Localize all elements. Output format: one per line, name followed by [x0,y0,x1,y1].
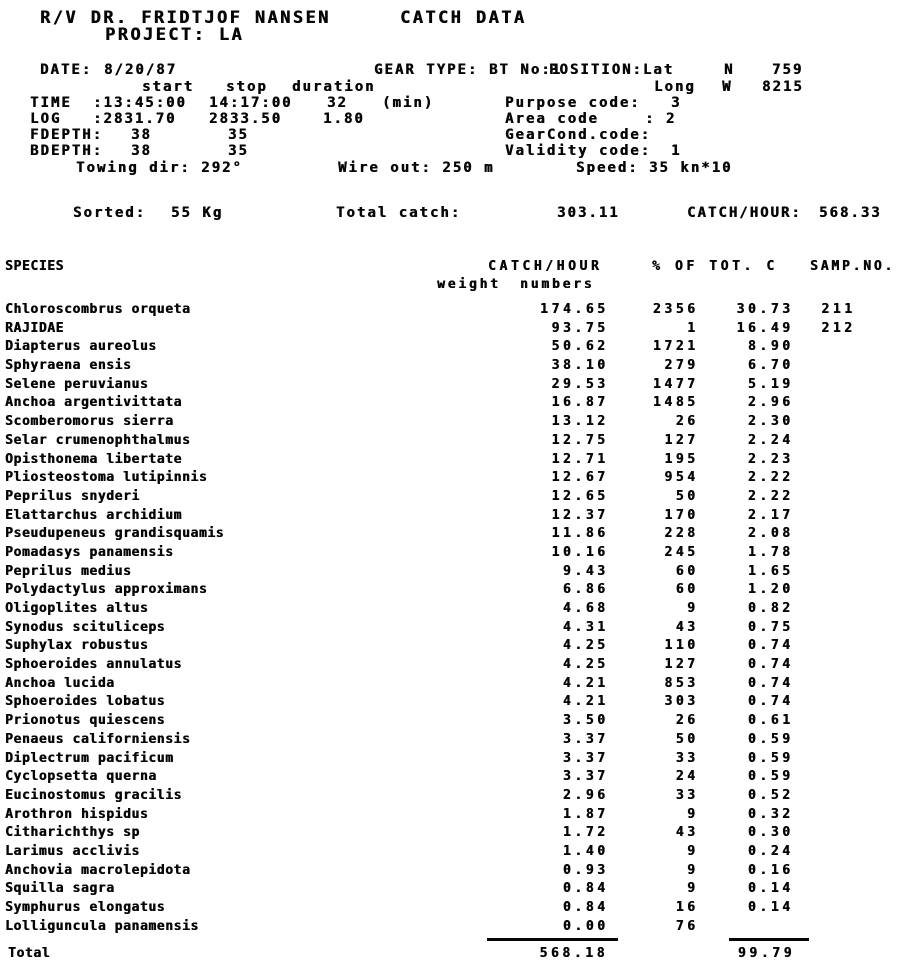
total-weight: 568.18 [539,946,608,961]
table-row [0,582,900,601]
cell-species: Prionotus quiescens [5,713,166,729]
cell-samp [790,452,856,471]
bdepth-start: 38 [131,143,152,159]
table-row [0,732,900,751]
lat-value: 759 [772,62,804,78]
cell-species: Eucinostomus gracilis [5,787,182,803]
gearcond-label: GearCond.code: [505,127,652,143]
cell-pct: 16.49 [736,320,794,336]
cell-samp [790,582,856,601]
table-row [0,302,900,321]
cell-species: Sphyraena ensis [5,358,132,374]
cell-weight: 0.93 [562,862,609,878]
table-row [0,508,900,527]
cell-weight: 4.21 [562,675,609,691]
cell-numbers: 245 [664,544,699,560]
cell-species: Diapterus aureolus [5,339,157,355]
bdepth-stop: 35 [228,143,249,159]
cell-weight: 12.65 [551,488,609,504]
cell-samp [790,732,856,751]
table-row [0,564,900,583]
cell-pct: 0.74 [747,694,794,710]
fdepth-label: FDEPTH: [30,127,104,143]
cell-species: Suphylax robustus [5,638,149,654]
cell-species: RAJIDAE [5,320,64,336]
cell-species: Selene peruvianus [5,376,149,392]
report-title: CATCH DATA [400,8,527,28]
cell-weight: 10.16 [551,544,609,560]
time-start: :13:45:00 [93,95,187,111]
cell-species: Selar crumenophthalmus [5,432,191,448]
table-row [0,414,900,433]
cell-species: Synodus scituliceps [5,619,166,635]
cell-pct: 1.20 [747,582,794,598]
cell-weight: 13.12 [551,414,609,430]
cell-weight: 93.75 [551,320,609,336]
table-row [0,321,900,340]
cell-pct: 8.90 [747,339,794,355]
cell-pct: 2.96 [747,395,794,411]
fdepth-stop: 35 [228,127,249,143]
cell-pct: 2.22 [747,470,794,486]
cell-pct: 0.74 [747,675,794,691]
col-stop: stop [226,79,268,95]
cell-species: Polydactylus approximans [5,582,208,598]
cell-weight: 12.37 [551,507,609,523]
cell-pct: 0.32 [747,806,794,822]
cell-weight: 12.75 [551,432,609,448]
table-row [0,339,900,358]
area-label: Area code [505,111,599,127]
cell-species: Opisthonema libertate [5,451,182,467]
cell-samp: 212 [821,320,856,336]
cell-species: Lolliguncula panamensis [5,918,199,934]
cell-numbers: 2356 [652,302,699,317]
total-rule-pct [729,938,809,941]
catch-hour-label: CATCH/HOUR: [687,205,802,221]
cell-weight: 4.31 [562,619,609,635]
table-row [0,788,900,807]
table-row [0,470,900,489]
cell-species: Oligoplites altus [5,601,149,616]
cell-species: Scomberomorus sierra [5,414,174,430]
cell-samp [790,657,856,676]
gear-label: GEAR TYPE: [374,62,479,78]
long-hemisphere: W [722,79,733,95]
cell-pct: 1.65 [747,563,794,579]
table-row [0,601,900,620]
cell-pct: 0.52 [747,787,794,803]
cell-pct: 2.23 [747,451,794,467]
cell-species: Pseudupeneus grandisquamis [5,526,225,542]
cell-weight: 1.87 [562,806,609,822]
long-value: 8215 [762,79,804,95]
cell-samp [790,788,856,807]
cell-samp [790,713,856,732]
cell-species: Arothron hispidus [5,806,149,822]
cell-pct: 2.08 [747,526,794,542]
cell-pct: 0.82 [747,601,794,616]
cell-pct: 1.78 [747,544,794,560]
lat-hemisphere: N [724,62,735,78]
cell-weight: 1.40 [562,843,609,859]
cell-weight: 12.71 [551,451,609,467]
cell-weight: 0.84 [562,900,609,915]
cell-numbers: 43 [675,619,699,635]
cell-weight: 0.00 [562,918,609,934]
cell-weight: 38.10 [551,358,609,374]
cell-pct: 30.73 [736,302,794,317]
total-label: Total [8,946,51,961]
cell-samp [790,564,856,583]
cell-species: Squilla sagra [5,881,115,897]
cell-numbers: 33 [675,787,699,803]
cell-species: Anchoa lucida [5,675,115,691]
cell-samp [790,825,856,844]
cell-samp [790,508,856,527]
cell-numbers: 9 [687,601,699,616]
cell-species: Chloroscombrus orqueta [5,302,191,317]
cell-numbers: 50 [675,731,699,747]
cell-samp [790,751,856,770]
cell-samp [790,638,856,657]
cell-weight: 9.43 [562,563,609,579]
cell-species: Pliosteostoma lutipinnis [5,470,208,486]
sorted-label: Sorted: [73,205,147,221]
time-duration: 32 [327,95,348,111]
cell-pct: 5.19 [747,376,794,392]
cell-weight: 1.72 [562,825,609,841]
cell-numbers: 24 [675,769,699,785]
table-row [0,358,900,377]
cell-numbers: 1721 [652,339,699,355]
cell-samp [790,358,856,377]
log-label: LOG [30,111,62,127]
cell-weight: 29.53 [551,376,609,392]
cell-numbers: 9 [687,881,699,897]
validity-label: Validity code: [505,143,652,159]
position-label: POSITION:Lat [549,62,675,78]
cell-numbers: 127 [664,432,699,448]
cell-numbers: 127 [664,657,699,673]
table-row [0,769,900,788]
cell-samp [790,489,856,508]
cell-samp [790,900,856,919]
total-pct: 99.79 [737,946,795,961]
date-label: DATE: [40,62,93,78]
cell-samp [790,844,856,863]
table-row [0,526,900,545]
wire-out: Wire out: 250 m [338,160,495,176]
log-start: :2831.70 [93,111,177,127]
table-row [0,694,900,713]
cell-pct: 2.17 [747,507,794,523]
cell-species: Elattarchus archidium [5,507,182,523]
cell-numbers: 279 [664,358,699,374]
cell-pct: 0.59 [747,769,794,785]
cell-weight: 4.21 [562,694,609,710]
validity-value: 1 [671,143,682,159]
cell-numbers: 1477 [652,376,699,392]
cell-numbers: 60 [675,563,699,579]
catch-hour-col-header: CATCH/HOUR [488,259,603,274]
total-catch-value: 303.11 [557,205,620,221]
cell-pct: 0.59 [747,731,794,747]
cell-species: Penaeus californiensis [5,731,191,747]
area-value: : 2 [645,111,677,127]
numbers-subheader: numbers [520,277,595,292]
table-row [0,395,900,414]
cell-pct: 2.24 [747,432,794,448]
cell-pct [695,919,794,938]
cell-numbers: 1 [687,320,699,336]
cell-weight: 3.37 [562,769,609,785]
table-row [0,919,900,938]
cell-pct: 0.14 [747,881,794,897]
cell-pct: 0.24 [747,843,794,859]
long-label: Long [654,79,696,95]
table-row [0,657,900,676]
cell-samp [790,545,856,564]
cell-pct: 2.22 [747,488,794,504]
cell-pct: 0.75 [747,619,794,635]
cell-species: Diplectrum pacificum [5,750,174,766]
cell-numbers: 26 [675,713,699,729]
cell-samp [790,470,856,489]
col-duration: duration [292,79,376,95]
table-row [0,807,900,826]
cell-numbers: 228 [664,526,699,542]
log-stop: 2833.50 [209,111,283,127]
cell-samp [790,601,856,620]
cell-numbers: 954 [664,470,699,486]
cell-weight: 3.37 [562,750,609,766]
cell-samp [790,676,856,695]
weight-subheader: weight [437,277,501,292]
cell-weight: 0.84 [562,881,609,897]
col-start: start [142,79,195,95]
cell-samp: 211 [821,302,856,317]
pct-col-header: % OF TOT. C [652,259,778,274]
cell-samp [790,769,856,788]
speed: Speed: 35 kn*10 [576,160,733,176]
cell-numbers: 9 [687,843,699,859]
table-row [0,638,900,657]
gear-value: BT No:1 [489,62,563,78]
cell-species: Sphoeroides lobatus [5,694,166,710]
species-header: SPECIES [5,259,64,274]
table-row [0,825,900,844]
samp-col-header: SAMP.NO. [810,259,896,274]
cell-weight: 4.25 [562,657,609,673]
table-row [0,433,900,452]
cell-pct: 0.16 [747,862,794,878]
cell-pct: 0.74 [747,657,794,673]
cell-pct: 6.70 [747,358,794,374]
cell-weight: 4.25 [562,638,609,654]
vessel-name: R/V DR. FRIDTJOF NANSEN [40,8,331,28]
table-row [0,713,900,732]
towing-dir: Towing dir: 292° [76,160,243,176]
cell-pct: 2.30 [747,414,794,430]
cell-numbers: 26 [675,414,699,430]
cell-numbers: 76 [675,918,699,934]
cell-species: Peprilus medius [5,563,132,579]
cell-pct: 0.74 [747,638,794,654]
cell-numbers: 16 [675,900,699,915]
cell-species: Anchovia macrolepidota [5,862,191,878]
cell-numbers: 1485 [652,395,699,411]
cell-samp [790,807,856,826]
bdepth-label: BDEPTH: [30,143,104,159]
catch-hour-value: 568.33 [819,205,882,221]
table-row [0,545,900,564]
time-stop: 14:17:00 [209,95,293,111]
cell-numbers: 50 [675,488,699,504]
table-row [0,863,900,882]
cell-samp [790,339,856,358]
cell-species: Anchoa argentivittata [5,395,182,411]
cell-numbers: 9 [687,862,699,878]
cell-samp [790,919,856,938]
total-rule-weight [487,938,618,941]
fdepth-start: 38 [131,127,152,143]
table-row [0,751,900,770]
cell-numbers: 33 [675,750,699,766]
cell-numbers: 43 [675,825,699,841]
cell-samp [790,881,856,900]
cell-weight: 4.68 [562,601,609,616]
cell-weight: 11.86 [551,526,609,542]
cell-numbers: 110 [664,638,699,654]
cell-species: Pomadasys panamensis [5,544,174,560]
table-row [0,844,900,863]
cell-numbers: 853 [664,675,699,691]
cell-samp [790,863,856,882]
cell-pct: 0.14 [747,900,794,915]
table-row [0,900,900,919]
log-duration: 1.80 [323,111,365,127]
cell-weight: 6.86 [562,582,609,598]
cell-pct: 0.59 [747,750,794,766]
cell-samp [790,620,856,639]
cell-weight: 3.50 [562,713,609,729]
cell-samp [790,694,856,713]
cell-samp [790,395,856,414]
cell-weight: 12.67 [551,470,609,486]
cell-numbers: 9 [687,806,699,822]
cell-weight: 16.87 [551,395,609,411]
cell-numbers: 60 [675,582,699,598]
date-value: 8/20/87 [104,62,178,78]
cell-numbers: 303 [664,694,699,710]
purpose-value: 3 [671,95,682,111]
cell-weight: 174.65 [540,302,609,317]
cell-samp [790,433,856,452]
cell-species: Symphurus elongatus [5,900,166,915]
cell-species: Cyclopsetta querna [5,769,157,785]
table-row [0,676,900,695]
cell-weight: 3.37 [562,731,609,747]
cell-species: Sphoeroides annulatus [5,657,182,673]
table-row [0,452,900,471]
cell-numbers: 170 [664,507,699,523]
cell-samp [790,414,856,433]
total-catch-label: Total catch: [336,205,462,221]
cell-species: Peprilus snyderi [5,488,140,504]
table-row [0,489,900,508]
cell-numbers: 195 [664,451,699,467]
time-unit: (min) [382,95,435,111]
cell-pct: 0.30 [747,825,794,841]
table-row [0,881,900,900]
sorted-value: 55 Kg [171,205,224,221]
cell-species: Citharichthys sp [5,825,140,841]
cell-weight: 2.96 [562,787,609,803]
project-line: PROJECT: LA [105,25,244,45]
cell-samp [790,377,856,396]
purpose-label: Purpose code: [505,95,641,111]
cell-pct: 0.61 [747,713,794,729]
cell-samp [790,526,856,545]
cell-weight: 50.62 [551,339,609,355]
cell-species: Larimus acclivis [5,843,140,859]
table-row [0,620,900,639]
species-rows [0,302,900,937]
time-label: TIME [30,95,72,111]
table-row [0,377,900,396]
